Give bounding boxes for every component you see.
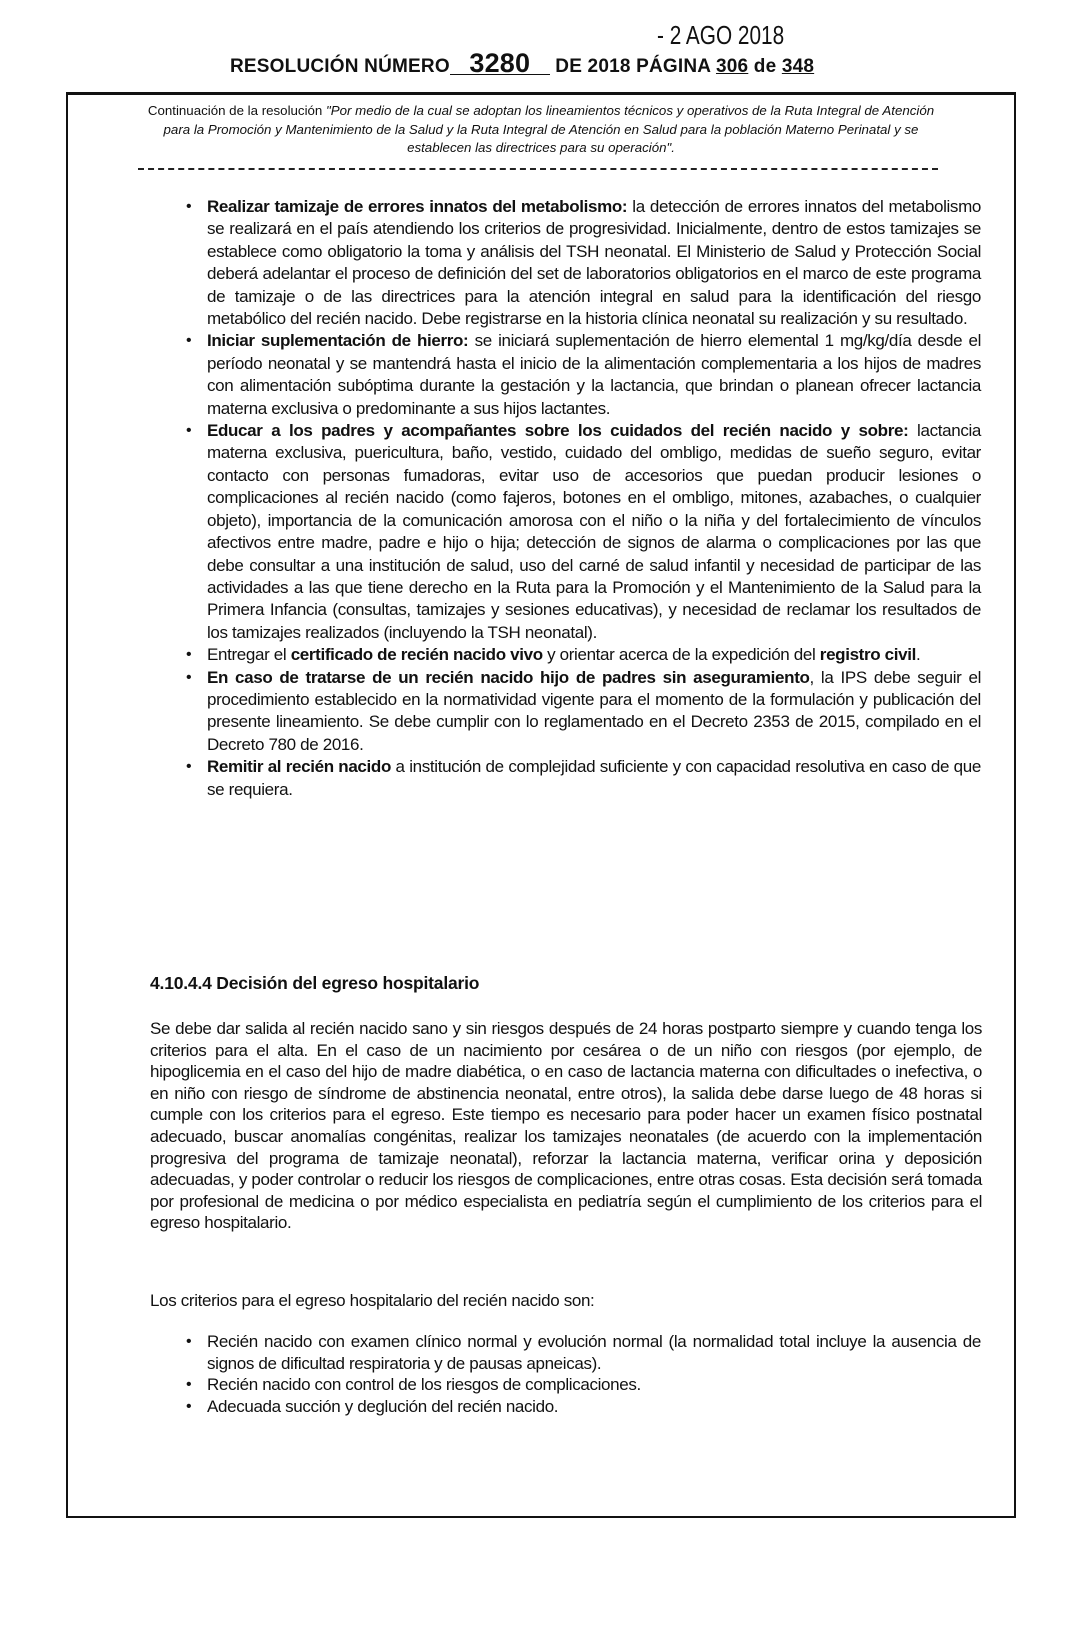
bullet-text: se iniciará suplementación de hierro elemental 1 mg/kg/día desde el período neonatal y se mantendrá hasta el inicio de la alimentación complementaria a los hijos de madres con alimentación subóptima durante la gestación y la lactancia, que brindan o planean ofrecer lactancia materna exclusiva o predominante a sus hijos lactantes. — [207, 331, 981, 418]
continuation-note — [136, 102, 946, 158]
total-pages: 348 — [781, 56, 815, 77]
bullet-bold: En caso de tratarse de un recién nacido hijo de padres sin aseguramiento — [207, 667, 810, 687]
list-item: • Adecuada succión y deglución del recién nacido. — [186, 1396, 981, 1418]
care-bullet-list — [186, 196, 981, 801]
section-heading: 4.10.4.4 Decisión del egreso hospitalario — [150, 973, 480, 993]
list-item — [186, 756, 981, 801]
bullet-bold: Realizar tamizaje de errores innatos del metabolismo: — [207, 197, 628, 216]
resolution-number: 3280 — [450, 52, 550, 75]
bullet-bold: certificado de recién nacido vivo — [290, 645, 543, 665]
bullet-text: Entregar el — [207, 645, 291, 665]
list-item: • Recién nacido con control de los riesgos de complicaciones. — [186, 1374, 981, 1396]
paragraph: Los criterios para el egreso hospitalario del recién nacido son: — [150, 1291, 595, 1310]
resolution-title — [230, 48, 815, 78]
continuation-lead: Continuación de la resolución — [147, 103, 327, 118]
list-item: • Recién nacido con examen clínico normal y evolución normal (la normalidad total incluye la ausencia de signos de dificultad respiratoria y de pausas apneicas). — [186, 1331, 981, 1374]
bullet-text: lactancia materna exclusiva, puericultura, baño, vestido, cuidado del ombligo, medidas de sueño seguro, evitar contacto con personas fumadoras, evitar uso de accesorios que puedan producir lesiones o complicaciones al recién nacido (como fajeros, botones en el ombligo, mitones, azabaches, o cualquier objeto), importancia de la comunicación amorosa con el niño o la niña y del fortalecimiento de vínculos afectivos entre madre, padre e hijo o hija; detección de signos de alarma o complicaciones por las que debe consultar a una institución de salud, uso del carné de salud infantil y necesidad de participar de las actividades a las que tiene derecho en la Ruta para la Promoción y el Mantenimiento de la Salud para la Primera Infancia (consultas, tamizajes y sesiones educativas), y necesidad de reclamar los resultados de los tamizajes realizados (incluyendo la TSH neonatal). — [207, 421, 981, 642]
resolution-quote: "Por medio de la cual se adoptan los lineamientos técnicos y operativos de la Ruta Integral de Atención para la Promoción y Mantenimiento de la Salud y la Ruta Integral de Atención en Salud para la población Materno Perinatal y se establecen las directrices para su operación". — [163, 103, 935, 155]
title-mid: DE 2018 PÁGINA — [555, 56, 711, 77]
list-item — [186, 667, 981, 757]
criteria-list — [186, 1331, 981, 1417]
list-item — [186, 420, 981, 644]
bullet-text: y orientar acerca de la expedición del — [542, 645, 820, 665]
bullet-bold: Iniciar suplementación de hierro: — [207, 331, 469, 351]
bullet-text: , la IPS debe seguir el procedimiento establecido en la normatividad vigente para el momento de la formulación y publicación del presente lineamiento. Se debe cumplir con lo reglamentado en el Decreto 2353 de 2015, compilado en el Decreto 780 de 2016. — [207, 667, 981, 754]
bullet-bold: registro civil — [819, 645, 916, 665]
bullet-text: a institución de complejidad suficiente y con capacidad resolutiva en caso de que se requiera. — [207, 757, 981, 799]
list-item — [186, 196, 981, 330]
page-number: 306 — [715, 56, 749, 77]
dashed-divider — [138, 168, 938, 170]
bullet-text: . — [916, 645, 921, 665]
date-stamp: - 2 AGO 2018 — [657, 20, 785, 50]
title-prefix: RESOLUCIÓN NÚMERO — [230, 56, 450, 77]
list-item — [186, 330, 981, 420]
resolution-header — [0, 0, 1080, 90]
list-item — [186, 644, 981, 666]
bullet-text: la detección de errores innatos del metabolismo se realizará en el país atendiendo los criterios de progresividad. Inicialmente, dentro de estos tamizajes se establece como obligatorio la toma y análisis del TSH neonatal. El Ministerio de Salud y Protección Social deberá adelantar el proceso de definición del set de laboratorios obligatorios en el marco de este programa de tamizaje o de las directrices para la atención integral en salud para la identificación del riesgo metabólico del recién nacido. Debe registrarse en la historia clínica neonatal su realización y su resultado. — [207, 197, 981, 329]
bullet-bold: Remitir al recién nacido — [207, 757, 391, 777]
page-of: de — [753, 56, 777, 77]
bullet-bold: Educar a los padres y acompañantes sobre los cuidados del recién nacido y sobre: — [207, 421, 909, 441]
paragraph: Se debe dar salida al recién nacido sano y sin riesgos después de 24 horas postparto siempre y cuando tenga los criterios para el alta. En el caso de un nacimiento por cesárea o de un niño con riesgos (por ejemplo, de hipoglicemia en el caso del hijo de madre diabética, o en caso de lactancia materna con dificultades o inefectiva, o en niño con riesgo de síndrome de abstinencia neonatal, entre otros), la salida debe darse luego de 48 horas si cumple con los criterios para el egreso. Este tiempo es necesario para poder hacer un examen físico postnatal adecuado, buscar anomalías congénitas, realizar los tamizajes neonatales (de acuerdo con la implementación progresiva del programa de tamizaje neonatal), reforzar la lactancia materna, verificar orina y deposición adecuadas, y poder controlar o reducir los riesgos de complicaciones, entre otras cosas. Esta decisión será tomada por profesional de medicina o por médico especialista en pediatría según el cumplimiento de los criterios para el egreso hospitalario. — [150, 1019, 982, 1233]
